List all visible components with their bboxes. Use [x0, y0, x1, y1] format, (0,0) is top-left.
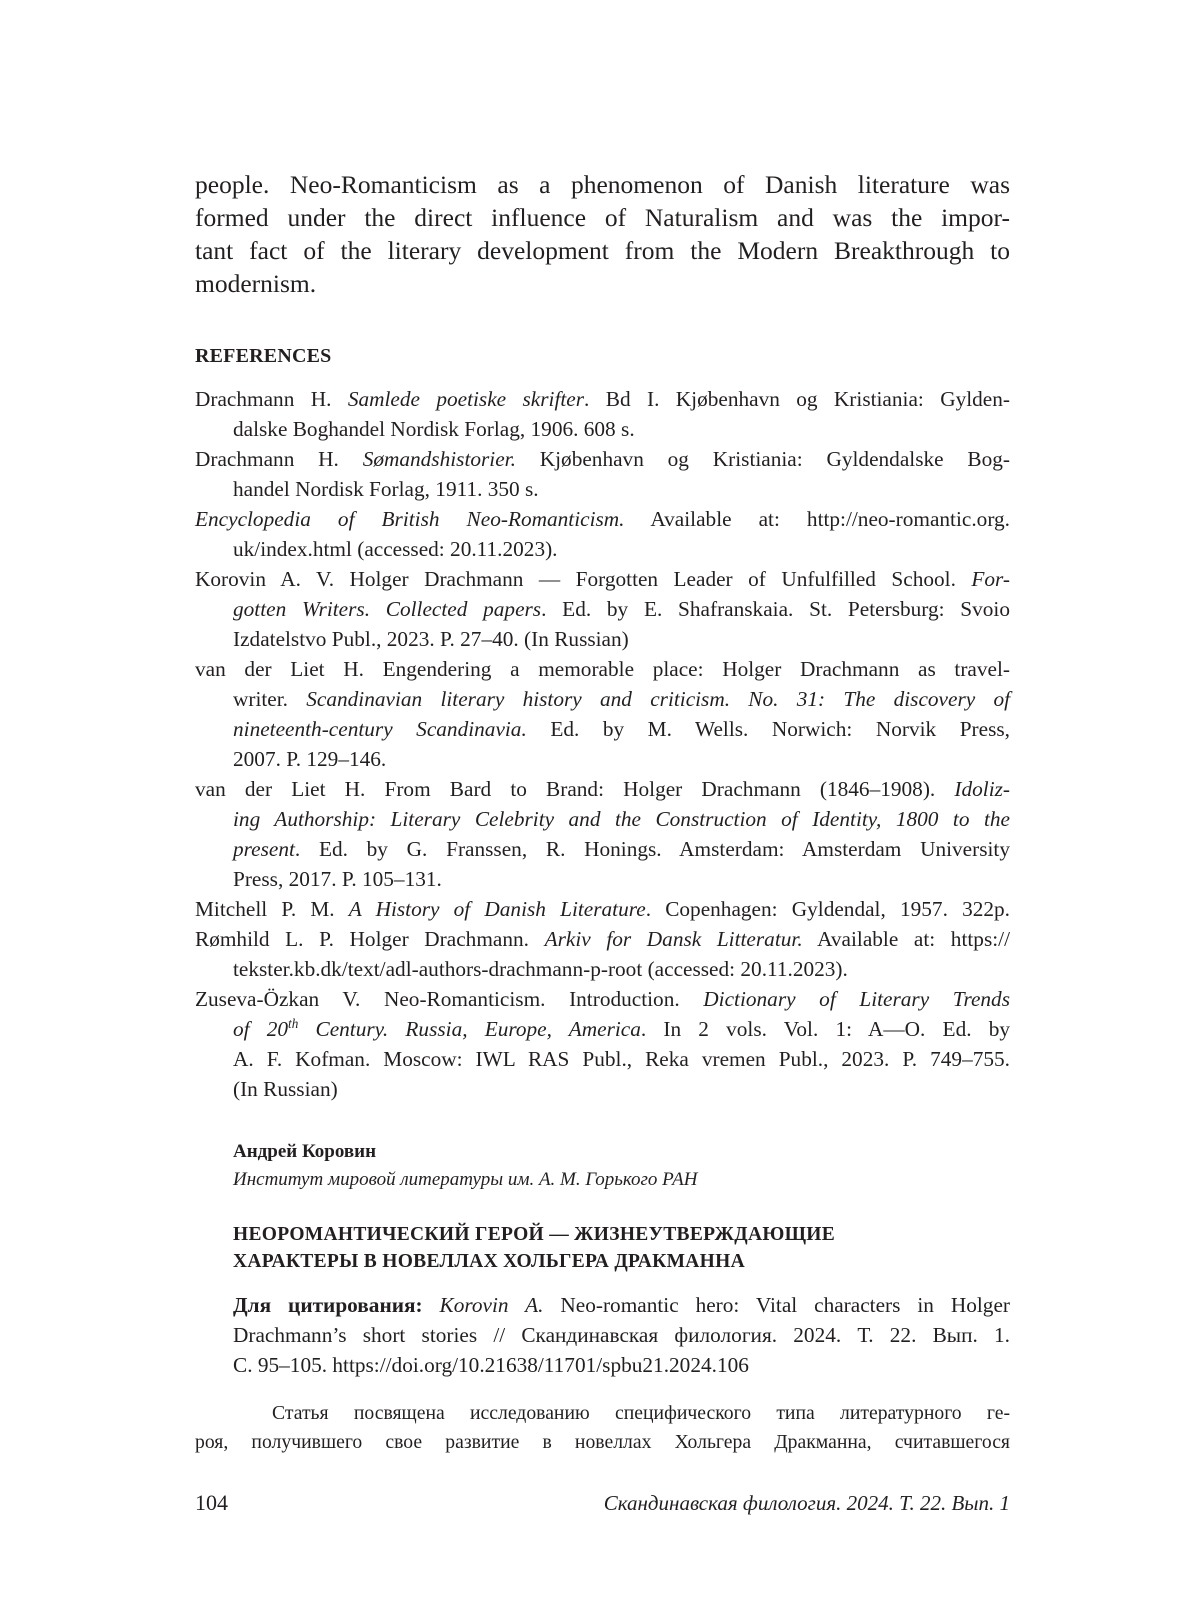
- citation-label: Для цитирования:: [233, 1293, 423, 1317]
- intro-line: people. Neo-Romanticism as a phenomenon of Danish literature was: [195, 170, 1010, 199]
- reference-line: van der Liet H. Engendering a memorable place: Holger Drachmann as travel-: [195, 657, 1010, 681]
- reference-line: (In Russian): [233, 1077, 338, 1101]
- reference-item: [195, 564, 1010, 654]
- reference-line: van der Liet H. From Bard to Brand: Holger Drachmann (1846–1908). Idoliz-: [195, 777, 1010, 801]
- reference-line: Mitchell P. M. A History of Danish Literature. Copenhagen: Gyldendal, 1957. 322p.: [195, 897, 1010, 921]
- reference-item: [195, 774, 1010, 894]
- page-footer: [195, 1488, 1010, 1518]
- intro-paragraph: [195, 168, 1010, 300]
- reference-line: Drachmann H. Sømandshistorier. Kjøbenhavn og Kristiania: Gyldendalske Bog-: [195, 447, 1010, 471]
- reference-line: 2007. P. 129–146.: [233, 747, 387, 771]
- citation-line: Для цитирования: Korovin A. Neo-romantic hero: Vital characters in Holger: [233, 1293, 1010, 1317]
- citation-block: [233, 1290, 1010, 1380]
- author-name: Андрей Коровин: [233, 1141, 377, 1162]
- intro-line: tant fact of the literary development from the Modern Breakthrough to: [195, 236, 1010, 265]
- reference-item: [195, 444, 1010, 504]
- abstract-line: Статья посвящена исследованию специфического типа литературного ге-: [272, 1402, 1010, 1424]
- reference-line: Rømhild L. P. Holger Drachmann. Arkiv for Dansk Litteratur. Available at: https://: [195, 927, 1010, 951]
- page-number: 104: [195, 1490, 228, 1515]
- reference-item: [195, 504, 1010, 564]
- reference-line: ing Authorship: Literary Celebrity and the Construction of Identity, 1800 to the: [233, 807, 1010, 831]
- reference-line: Press, 2017. P. 105–131.: [233, 867, 442, 891]
- article-title: [233, 1222, 1010, 1276]
- citation-line: Drachmann’s short stories // Скандинавская филология. 2024. Т. 22. Вып. 1.: [233, 1323, 1010, 1347]
- reference-item: [195, 924, 1010, 984]
- reference-line: Encyclopedia of British Neo-Romanticism. Available at: http://neo-romantic.org.: [195, 507, 1010, 531]
- references-heading: REFERENCES: [195, 345, 332, 367]
- reference-line: uk/index.html (accessed: 20.11.2023).: [233, 537, 558, 561]
- author-block: [233, 1138, 1010, 1194]
- intro-line: formed under the direct influence of Naturalism and was the impor-: [195, 203, 1010, 232]
- reference-item: [195, 384, 1010, 444]
- article-title-line: ХАРАКТЕРЫ В НОВЕЛЛАХ ХОЛЬГЕРА ДРАКМАННА: [233, 1251, 745, 1272]
- reference-line: Korovin A. V. Holger Drachmann — Forgotten Leader of Unfulfilled School. For-: [195, 567, 1010, 591]
- article-title-line: НЕОРОМАНТИЧЕСКИЙ ГЕРОЙ — ЖИЗНЕУТВЕРЖДАЮЩИЕ: [233, 1224, 836, 1245]
- abstract-line: роя, получившего свое развитие в новеллах Хольгера Дракманна, считавшегося: [195, 1431, 1010, 1453]
- reference-line: handel Nordisk Forlag, 1911. 350 s.: [233, 477, 539, 501]
- reference-line: gotten Writers. Collected papers. Ed. by E. Shafranskaia. St. Petersburg: Svoio: [233, 597, 1010, 621]
- citation-line: С. 95–105. https://doi.org/10.21638/11701/spbu21.2024.106: [233, 1353, 749, 1377]
- reference-line: nineteenth-century Scandinavia. Ed. by M. Wells. Norwich: Norvik Press,: [233, 717, 1010, 741]
- journal-running-title: Скандинавская филология. 2024. Т. 22. Вып. 1: [603, 1491, 1010, 1515]
- reference-line: of 20th Century. Russia, Europe, America. In 2 vols. Vol. 1: A—O. Ed. by: [233, 1015, 1011, 1041]
- reference-line: writer. Scandinavian literary history and criticism. No. 31: The discovery of: [233, 687, 1011, 711]
- intro-line: modernism.: [195, 269, 317, 298]
- reference-line: A. F. Kofman. Moscow: IWL RAS Publ., Reka vremen Publ., 2023. P. 749–755.: [233, 1047, 1010, 1071]
- reference-line: Izdatelstvo Publ., 2023. P. 27–40. (In Russian): [233, 627, 629, 651]
- reference-line: dalske Boghandel Nordisk Forlag, 1906. 608 s.: [233, 417, 635, 441]
- author-affiliation: Институт мировой литературы им. А. М. Горького РАН: [233, 1169, 698, 1190]
- reference-item: [195, 654, 1010, 774]
- reference-line: Drachmann H. Samlede poetiske skrifter. Bd I. Kjøbenhavn og Kristiania: Gylden-: [195, 387, 1010, 411]
- reference-item: [195, 894, 1010, 924]
- reference-line: Zuseva-Özkan V. Neo-Romanticism. Introduction. Dictionary of Literary Trends: [195, 987, 1010, 1011]
- references-list: [195, 384, 1010, 1104]
- reference-item: [195, 984, 1010, 1104]
- abstract: [195, 1399, 1010, 1457]
- reference-line: tekster.kb.dk/text/adl-authors-drachmann-p-root (accessed: 20.11.2023).: [233, 957, 848, 981]
- reference-line: present. Ed. by G. Franssen, R. Honings. Amsterdam: Amsterdam University: [233, 837, 1010, 861]
